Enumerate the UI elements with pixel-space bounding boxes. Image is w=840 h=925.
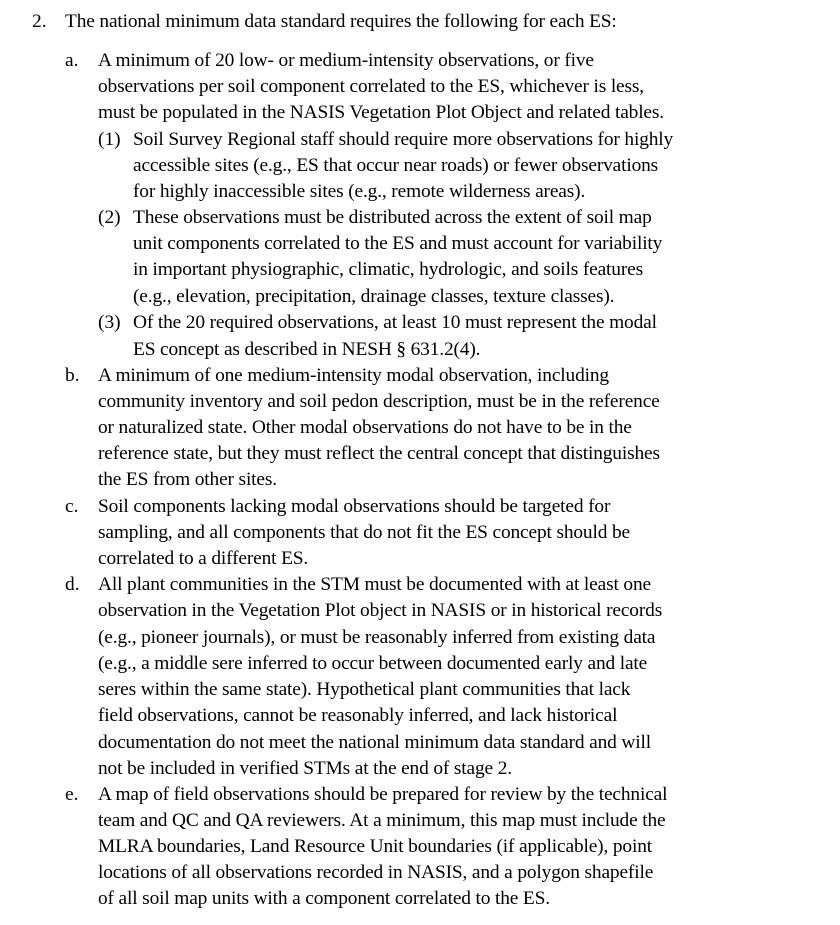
subsubitem-marker-2: (2) (98, 207, 121, 228)
subitem-marker-b: b. (65, 365, 80, 386)
subitem-marker-d: d. (65, 574, 80, 595)
subitem-e-text: locations of all observations recorded in NASIS, and a polygon shapefile (98, 862, 654, 883)
subitem-a-text: observations per soil component correlated to the ES, whichever is less, (98, 76, 644, 97)
subitem-c-text: correlated to a different ES. (98, 548, 309, 569)
subsubitem-2-text: These observations must be distributed across the extent of soil map (133, 207, 652, 228)
subitem-d-text: field observations, cannot be reasonably inferred, and lack historical (98, 705, 618, 726)
item-marker: 2. (32, 11, 47, 32)
subitem-d-text: documentation do not meet the national minimum data standard and will (98, 732, 651, 753)
item-text: The national minimum data standard requires the following for each ES: (65, 11, 617, 32)
subitem-marker-a: a. (65, 50, 79, 71)
subitem-c-text: sampling, and all components that do not fit the ES concept should be (98, 522, 630, 543)
subitem-d-text: All plant communities in the STM must be documented with at least one (98, 574, 651, 595)
subsubitem-2-text: (e.g., elevation, precipitation, drainage classes, texture classes). (133, 286, 615, 307)
subitem-b-text: the ES from other sites. (98, 469, 277, 490)
subitem-b-text: or naturalized state. Other modal observations do not have to be in the (98, 417, 632, 438)
subitem-d-text: seres within the same state). Hypothetical plant communities that lack (98, 679, 631, 700)
subsubitem-1-text: Soil Survey Regional staff should require more observations for highly (133, 129, 674, 150)
subsubitem-2-text: unit components correlated to the ES and must account for variability (133, 233, 663, 254)
subitem-a-text: must be populated in the NASIS Vegetation Plot Object and related tables. (98, 102, 664, 123)
subitem-d-text: (e.g., a middle sere inferred to occur between documented early and late (98, 653, 648, 674)
subitem-b-text: community inventory and soil pedon description, must be in the reference (98, 391, 660, 412)
subitem-d-text: observation in the Vegetation Plot object in NASIS or in historical records (98, 600, 663, 621)
subsubitem-marker-3: (3) (98, 312, 121, 333)
subitem-marker-e: e. (65, 784, 79, 805)
subsubitem-2-text: in important physiographic, climatic, hydrologic, and soils features (133, 259, 643, 280)
subitem-a-text: A minimum of 20 low- or medium-intensity observations, or five (98, 50, 594, 71)
subsubitem-marker-1: (1) (98, 129, 121, 150)
subitem-e-text: MLRA boundaries, Land Resource Unit boundaries (if applicable), point (98, 836, 652, 857)
subsubitem-3-text: Of the 20 required observations, at least 10 must represent the modal (133, 312, 657, 333)
subitem-c-text: Soil components lacking modal observations should be targeted for (98, 496, 611, 517)
subitem-e-text: team and QC and QA reviewers. At a minimum, this map must include the (98, 810, 666, 831)
subitem-e-text: of all soil map units with a component correlated to the ES. (98, 888, 550, 909)
subitem-d-text: (e.g., pioneer journals), or must be reasonably inferred from existing data (98, 627, 656, 648)
subitem-b-text: A minimum of one medium-intensity modal observation, including (98, 365, 609, 386)
subitem-d-text: not be included in verified STMs at the end of stage 2. (98, 758, 512, 779)
subitem-b-text: reference state, but they must reflect the central concept that distinguishes (98, 443, 660, 464)
subsubitem-3-text: ES concept as described in NESH § 631.2(4). (133, 339, 481, 360)
subitem-e-text: A map of field observations should be prepared for review by the technical (98, 784, 668, 805)
subitem-marker-c: c. (65, 496, 79, 517)
subsubitem-1-text: accessible sites (e.g., ES that occur near roads) or fewer observations (133, 155, 659, 176)
subsubitem-1-text: for highly inaccessible sites (e.g., remote wilderness areas). (133, 181, 586, 202)
